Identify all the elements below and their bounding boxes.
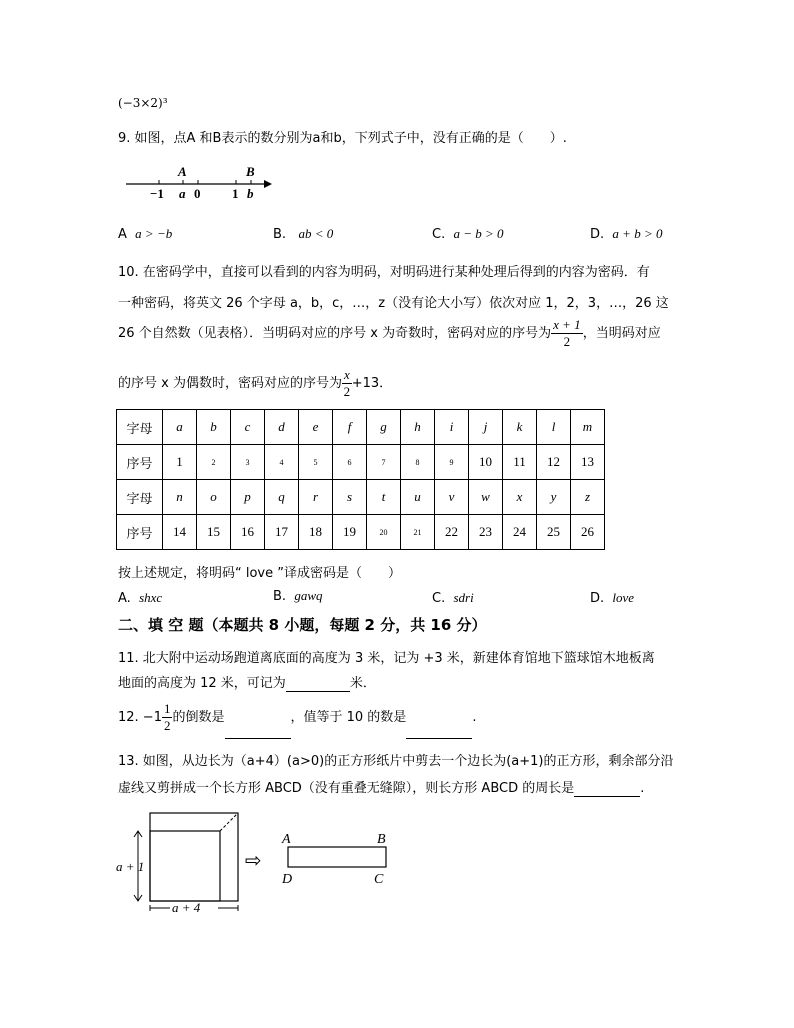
q12-text: 的倒数是 (172, 710, 225, 725)
table-cell: 22 (435, 515, 469, 550)
option-key: A. (118, 591, 131, 606)
table-cell: o (197, 480, 231, 515)
table-cell: 1 (163, 445, 197, 480)
label-D: D (282, 872, 293, 887)
table-cell: 8 (401, 445, 435, 480)
table-cell: 2 (197, 445, 231, 480)
q9-stem: 9. 如图，点A 和B表示的数分别为a和b，下列式子中，没有正确的是（ ）. (118, 131, 567, 146)
table-row-letters-1 (117, 410, 605, 445)
table-cell: e (299, 410, 333, 445)
fraction-numerator: x + 1 (553, 317, 581, 332)
q9-option-b[interactable] (273, 226, 333, 242)
table-cell: d (265, 410, 299, 445)
option-key: B. (273, 589, 287, 604)
option-text: sdri (453, 590, 474, 605)
table-header-index: 序号 (117, 445, 163, 480)
table-cell: 10 (469, 445, 503, 480)
q9-option-c[interactable] (432, 226, 504, 242)
table-cell: q (265, 480, 299, 515)
inner-square (150, 831, 220, 901)
number-line-arrow (264, 180, 272, 188)
table-cell: 18 (299, 515, 333, 550)
table-cell: 3 (231, 445, 265, 480)
fraction-one-half (162, 701, 173, 734)
table-cell: i (435, 410, 469, 445)
fraction-numerator: x (343, 367, 350, 382)
table-cell: j (469, 410, 503, 445)
table-header-index: 序号 (117, 515, 163, 550)
table-cell: u (401, 480, 435, 515)
q13-line2-end: . (640, 781, 645, 796)
q13-figure (112, 805, 402, 915)
answer-blank[interactable] (286, 676, 350, 692)
label-b: b (247, 186, 254, 201)
table-cell: p (231, 480, 265, 515)
option-text: gawq (294, 588, 323, 603)
q11-line2 (118, 672, 376, 692)
top-expression: (−3×2)³ (118, 96, 168, 110)
q11-line2-end: 米． (349, 676, 376, 691)
table-cell: 11 (503, 445, 537, 480)
label-B: B (377, 832, 386, 847)
label-C: C (374, 872, 384, 887)
table-cell: w (469, 480, 503, 515)
q12-line (118, 698, 476, 739)
table-cell: 26 (571, 515, 605, 550)
label-a-plus-4: a + 4 (172, 900, 201, 915)
table-cell: 19 (333, 515, 367, 550)
option-key: C. (432, 227, 446, 242)
option-key: D. (590, 591, 605, 606)
option-text: shxc (139, 590, 163, 605)
table-cell: 17 (265, 515, 299, 550)
fraction-denominator: 2 (163, 718, 171, 733)
tick-0-label: 0 (194, 186, 201, 201)
answer-blank[interactable] (406, 698, 472, 739)
q11-line2-text: 地面的高度为 12 米，可记为 (118, 676, 286, 691)
table-cell: n (163, 480, 197, 515)
table-cell: z (571, 480, 605, 515)
q10-option-d[interactable] (590, 590, 634, 606)
table-cell: k (503, 410, 537, 445)
label-a-plus-1: a + 1 (116, 859, 145, 874)
option-text: a − b > 0 (453, 226, 504, 241)
q10-option-b[interactable] (273, 588, 323, 604)
tick-1-label: 1 (232, 186, 239, 201)
dashed-cut-line (220, 813, 238, 831)
option-key: D. (590, 227, 605, 242)
q10-line4-end: +13． (351, 376, 393, 391)
table-cell: 6 (333, 445, 367, 480)
section-heading: 二、填 空 题（本题共 8 小题，每题 2 分，共 16 分） (118, 616, 487, 634)
table-cell: y (537, 480, 571, 515)
q10-option-c[interactable] (432, 590, 474, 606)
option-text: love (612, 590, 635, 605)
q9-option-d[interactable] (590, 226, 662, 242)
table-cell: g (367, 410, 401, 445)
q12-end: . (472, 710, 477, 725)
option-key: A (118, 227, 127, 242)
q10-line2: 一种密码，将英文 26 个字母 a，b，c，…，z（没有论大小写）依次对应 1，2，3，…，26 这 (118, 296, 669, 311)
table-cell: t (367, 480, 401, 515)
label-A: A (178, 164, 187, 179)
label-A: A (282, 832, 291, 847)
table-cell: a (163, 410, 197, 445)
tick-neg1-label: −1 (150, 186, 164, 201)
answer-blank[interactable] (574, 781, 640, 797)
q9-option-a[interactable] (118, 226, 172, 242)
table-cell: 21 (401, 515, 435, 550)
table-cell: s (333, 480, 367, 515)
table-cell: h (401, 410, 435, 445)
q10-line4-text: 的序号 x 为偶数时，密码对应的序号为 (118, 376, 342, 391)
table-cell: f (333, 410, 367, 445)
table-header-letter: 字母 (117, 480, 163, 515)
q10-line1: 10. 在密码学中，直接可以看到的内容为明码，对明码进行某种处理后得到的内容为密码．有 (118, 265, 650, 280)
table-cell: 25 (537, 515, 571, 550)
q13-line1: 13. 如图，从边长为（a+4）(a>0)的正方形纸片中剪去一个边长为(a+1)的正方形，剩余部分沿 (118, 754, 674, 769)
table-cell: 20 (367, 515, 401, 550)
table-cell: r (299, 480, 333, 515)
option-text: ab < 0 (298, 226, 334, 241)
table-cell: 5 (299, 445, 333, 480)
fraction-x-over-2 (342, 367, 352, 400)
fraction-x-plus-1-over-2 (551, 317, 583, 350)
q11-line1: 11. 北大附中运动场跑道离底面的高度为 3 米，记为 +3 米，新建体育馆地下篮球馆木地板离 (118, 651, 655, 666)
q12-number: 12. −1 (118, 710, 162, 725)
transform-arrow-icon: ⇨ (245, 848, 262, 872)
fraction-denominator: 2 (563, 334, 571, 349)
cipher-table (116, 409, 605, 550)
q13-line2-text: 虚线又剪拼成一个长方形 ABCD（没有重叠无缝隙），则长方形 ABCD 的周长是 (118, 781, 575, 796)
q10-line3 (118, 316, 661, 352)
answer-blank[interactable] (225, 698, 291, 739)
rectangle-abcd (288, 847, 386, 867)
table-header-letter: 字母 (117, 410, 163, 445)
option-key: B. (273, 227, 287, 242)
option-text: a > −b (135, 226, 173, 241)
table-cell: 12 (537, 445, 571, 480)
q10-question: 按上述规定，将明码“ love ”译成密码是（ ） (118, 566, 401, 581)
table-cell: 7 (367, 445, 401, 480)
q12-text2: ，值等于 10 的数是 (290, 710, 407, 725)
table-cell: 16 (231, 515, 265, 550)
q13-line2 (118, 777, 644, 797)
table-cell: v (435, 480, 469, 515)
table-row-letters-2 (117, 480, 605, 515)
table-cell: m (571, 410, 605, 445)
table-cell: 9 (435, 445, 469, 480)
option-text: a + b > 0 (612, 226, 663, 241)
fraction-denominator: 2 (343, 384, 351, 399)
table-cell: 4 (265, 445, 299, 480)
table-row-index-2 (117, 515, 605, 550)
label-a: a (179, 186, 186, 201)
q10-line3-text: 26 个自然数（见表格）．当明码对应的序号 x 为奇数时，密码对应的序号为 (118, 326, 552, 341)
label-B: B (246, 164, 255, 179)
table-cell: x (503, 480, 537, 515)
table-cell: 15 (197, 515, 231, 550)
table-cell: b (197, 410, 231, 445)
option-key: C. (432, 591, 446, 606)
q10-option-a[interactable] (118, 590, 162, 606)
q10-line3-end: ，当明码对应 (582, 326, 661, 341)
table-cell: 13 (571, 445, 605, 480)
q10-line4 (118, 366, 392, 402)
table-row-index-1 (117, 445, 605, 480)
table-cell: l (537, 410, 571, 445)
q9-number-line (118, 160, 278, 202)
table-cell: 24 (503, 515, 537, 550)
table-cell: 14 (163, 515, 197, 550)
table-cell: 23 (469, 515, 503, 550)
table-cell: c (231, 410, 265, 445)
fraction-numerator: 1 (163, 701, 171, 716)
